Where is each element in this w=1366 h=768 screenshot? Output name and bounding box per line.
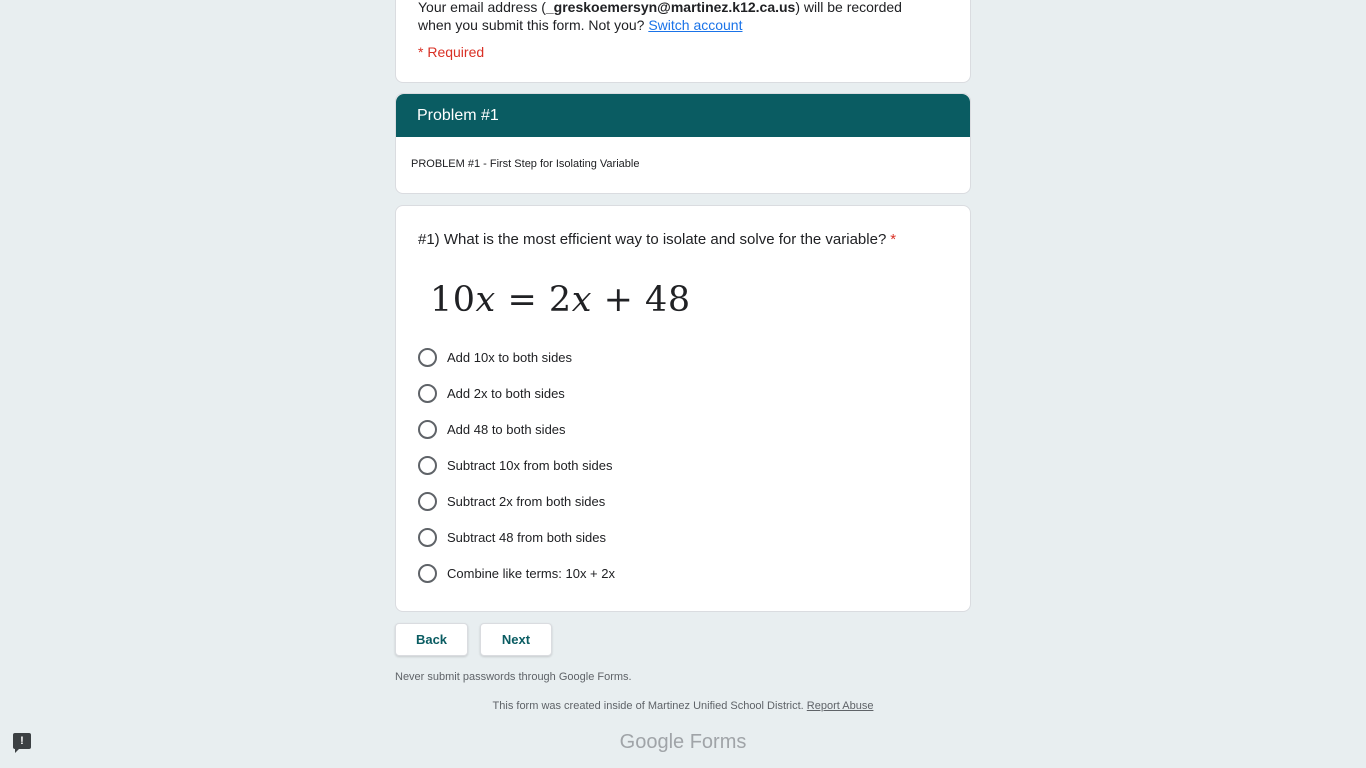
back-button[interactable]: Back bbox=[395, 623, 468, 656]
radio-button[interactable] bbox=[418, 492, 437, 511]
switch-account-link[interactable]: Switch account bbox=[648, 17, 743, 33]
password-warning: Never submit passwords through Google Forms. bbox=[395, 671, 632, 683]
next-button[interactable]: Next bbox=[480, 623, 552, 656]
radio-button[interactable] bbox=[418, 456, 437, 475]
option-subtract-2x[interactable] bbox=[418, 489, 605, 513]
option-label: Subtract 2x from both sides bbox=[447, 493, 606, 509]
created-by-notice: This form was created inside of Martinez Unified School District. Report Abuse bbox=[492, 700, 874, 712]
radio-button[interactable] bbox=[418, 384, 437, 403]
question-title: #1) What is the most efficient way to isolate and solve for the variable? * bbox=[418, 231, 897, 248]
required-star: * bbox=[890, 231, 897, 248]
report-abuse-link[interactable]: Report Abuse bbox=[806, 700, 874, 712]
feedback-icon[interactable]: ! bbox=[13, 733, 31, 749]
option-subtract-48[interactable] bbox=[418, 525, 606, 549]
option-label: Combine like terms: 10x + 2x bbox=[447, 565, 615, 581]
option-label: Subtract 10x from both sides bbox=[447, 457, 613, 473]
option-label: Add 10x to both sides bbox=[447, 349, 573, 365]
option-add-48[interactable] bbox=[418, 417, 566, 441]
option-add-10x[interactable] bbox=[418, 345, 572, 369]
user-email: _greskoemersyn@martinez.k12.ca.us bbox=[545, 0, 796, 15]
radio-button[interactable] bbox=[418, 564, 437, 583]
option-label: Subtract 48 from both sides bbox=[447, 529, 606, 545]
option-combine-like-terms[interactable] bbox=[418, 561, 615, 585]
option-label: Add 2x to both sides bbox=[447, 385, 565, 401]
section-description: PROBLEM #1 - First Step for Isolating Variable bbox=[411, 158, 640, 170]
radio-button[interactable] bbox=[418, 348, 437, 367]
option-add-2x[interactable] bbox=[418, 381, 565, 405]
section-header-card bbox=[395, 93, 971, 194]
option-subtract-10x[interactable] bbox=[418, 453, 612, 477]
section-title: Problem #1 bbox=[396, 94, 970, 137]
required-note: * Required bbox=[418, 44, 485, 60]
radio-button[interactable] bbox=[418, 420, 437, 439]
equation-image: 10x = 2x + 48 bbox=[430, 280, 691, 320]
option-label: Add 48 to both sides bbox=[447, 421, 566, 437]
question-card bbox=[395, 205, 971, 612]
form-header-card bbox=[395, 0, 971, 83]
google-forms-logo: Google Forms bbox=[619, 731, 747, 753]
radio-button[interactable] bbox=[418, 528, 437, 547]
email-notice: Your email address (_greskoemersyn@martinez.k12.ca.us) will be recorded when you submit this form. Not you? Switch account bbox=[418, 0, 902, 33]
